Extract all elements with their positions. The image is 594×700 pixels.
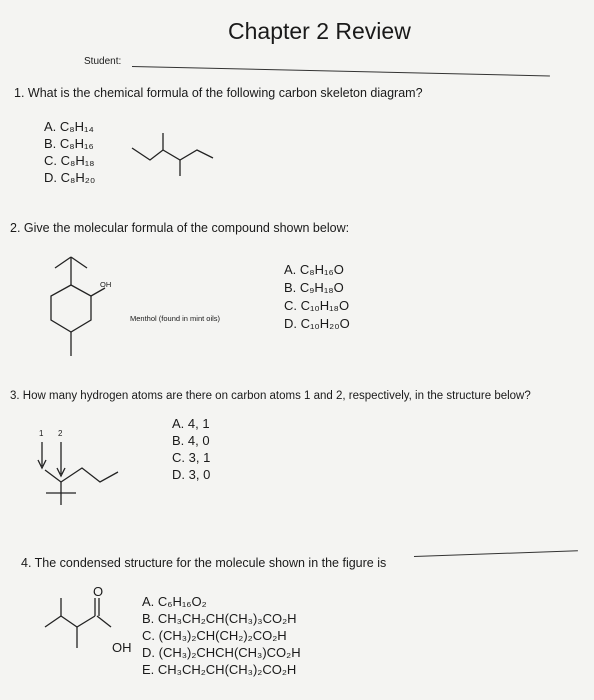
q2-option-a: A. C₈H₁₆O [284, 262, 344, 277]
q4-oxygen-label: O [93, 584, 104, 599]
q2-option-b: B. C₉H₁₈O [284, 280, 344, 295]
q3-option-d: D. 3, 0 [172, 467, 211, 482]
q4-option-b: B. CH₃CH₂CH(CH₃)₃CO₂H [142, 611, 297, 626]
q2-caption: Menthol (found in mint oils) [130, 314, 221, 323]
student-label: Student: [84, 56, 122, 67]
q3-question: 3. How many hydrogen atoms are there on carbon atoms 1 and 2, respectively, in the structure below? [10, 390, 531, 402]
q1-option-a: A. C₈H₁₄ [44, 119, 94, 134]
q2-option-c: C. C₁₀H₁₈O [284, 298, 350, 313]
q1-option-b: B. C₈H₁₆ [44, 136, 94, 151]
q4-option-a: A. C₆H₁₆O₂ [142, 594, 207, 609]
page-title: Chapter 2 Review [228, 18, 411, 44]
q4-option-e: E. CH₃CH₂CH(CH₃)₂CO₂H [142, 662, 297, 677]
q4-option-c: C. (CH₃)₂CH(CH₂)₂CO₂H [142, 628, 287, 643]
q3-option-b: B. 4, 0 [172, 433, 210, 448]
q1-option-c: C. C₈H₁₈ [44, 153, 95, 168]
q3-option-c: C. 3, 1 [172, 450, 211, 465]
q4-question: 4. The condensed structure for the molecule shown in the figure is [21, 556, 387, 570]
q1-question: 1. What is the chemical formula of the following carbon skeleton diagram? [14, 86, 423, 100]
q4-oh-label: OH [112, 640, 132, 655]
q4-option-d: D. (CH₃)₂CHCH(CH₃)CO₂H [142, 645, 301, 660]
q3-option-a: A. 4, 1 [172, 416, 210, 431]
q2-question: 2. Give the molecular formula of the compound shown below: [10, 221, 350, 235]
q2-oh-label: OH [100, 280, 112, 289]
q2-option-d: D. C₁₀H₂₀O [284, 316, 350, 331]
q3-carbon-1-label: 1 [39, 429, 44, 438]
q1-option-d: D. C₈H₂₀ [44, 170, 96, 185]
q3-carbon-2-label: 2 [58, 429, 63, 438]
